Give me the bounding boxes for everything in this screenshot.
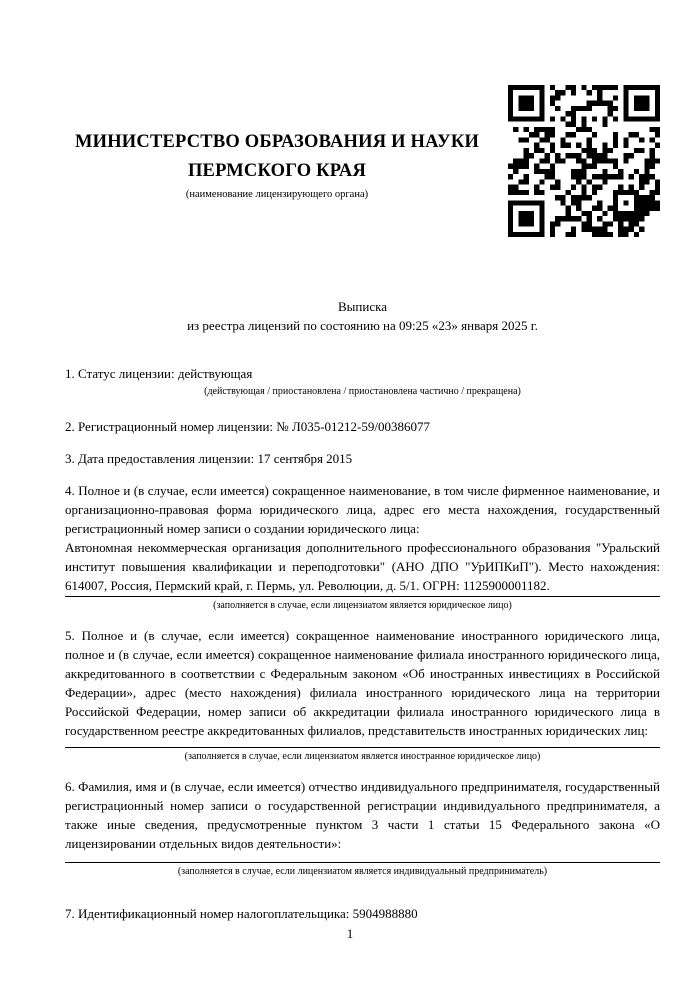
item-4-note: (заполняется в случае, если лицензиатом является юридическое лицо) bbox=[213, 600, 512, 611]
page-number: 1 bbox=[346, 926, 354, 941]
ministry-name-line1: МИНИСТЕРСТВО ОБРАЗОВАНИЯ И НАУКИ bbox=[74, 132, 480, 152]
item-2-registration-number: 2. Регистрационный номер лицензии: № Л035-01212-59/00386077 bbox=[65, 419, 431, 434]
fill-in-line-foreign-entity bbox=[65, 746, 660, 748]
item-1-note: (действующая / приостановлена / приостановлена частично / прекращена) bbox=[204, 386, 521, 397]
document-title bbox=[65, 297, 660, 335]
document-body bbox=[65, 364, 660, 923]
item-4-legal-entity-value: Автономная некоммерческая организация дополнительного профессионального образования "Уральский институт повышения квалификации и переподготовки" (АНО ДПО "УрИПКиП"). Место нахождения: 614007, Россия, Пермский край, г. Пермь, ул. Революции, д. 5/1. ОГРН: 1125900001182. bbox=[65, 540, 660, 593]
item-3-grant-date: 3. Дата предоставления лицензии: 17 сентября 2015 bbox=[65, 451, 353, 466]
licensing-authority-header bbox=[57, 128, 497, 200]
ministry-name-line2: ПЕРМСКОГО КРАЯ bbox=[187, 161, 367, 181]
qr-code-icon bbox=[508, 85, 660, 237]
fill-in-line-legal-entity bbox=[65, 595, 660, 597]
document-title-line1: Выписка bbox=[338, 299, 387, 314]
item-4-legal-entity-heading: 4. Полное и (в случае, если имеется) сокращенное наименование, в том числе фирменное наименование, и организационно-правовая форма юридического лица, адрес его места нахождения, государственный регистрационный номер записи о создании юридического лица: bbox=[65, 483, 660, 536]
ministry-note: (наименование лицензирующего органа) bbox=[185, 189, 369, 200]
item-7-taxpayer-id: 7. Идентификационный номер налогоплательщика: 5904988880 bbox=[65, 906, 418, 921]
fill-in-line-entrepreneur bbox=[65, 861, 660, 863]
item-6-note: (заполняется в случае, если лицензиатом является индивидуальный предприниматель) bbox=[177, 866, 548, 877]
item-1-license-status: 1. Статус лицензии: действующая bbox=[65, 366, 253, 381]
item-6-entrepreneur-heading: 6. Фамилия, имя и (в случае, если имеется) отчество индивидуального предпринимателя, государственный регистрационный номер записи о государственной регистрации индивидуального предпринимателя, а также иные сведения, предусмотренные пунктом 3 части 1 статьи 15 Федерального закона «О лицензировании отдельных видов деятельности»: bbox=[65, 779, 660, 851]
document-title-line2: из реестра лицензий по состоянию на 09:25 «23» января 2025 г. bbox=[187, 318, 538, 333]
item-5-foreign-entity-heading: 5. Полное и (в случае, если имеется) сокращенное наименование иностранного юридического лица, полное и (в случае, если имеется) сокращенное наименование филиала иностранного юридического лица, аккредитованного в соответствии с Федеральным законом «Об иностранных инвестициях в Российской Федерации», адрес (место нахождения) филиала иностранного юридического лица на территории Российской Федерации, номер записи об аккредитации филиала иностранного юридического лица в государственном реестре аккредитованных филиалов, представительств иностранных юридических лиц: bbox=[65, 628, 660, 738]
ministry-name bbox=[57, 128, 497, 186]
item-5-note: (заполняется в случае, если лицензиатом является иностранное юридическое лицо) bbox=[184, 751, 541, 762]
